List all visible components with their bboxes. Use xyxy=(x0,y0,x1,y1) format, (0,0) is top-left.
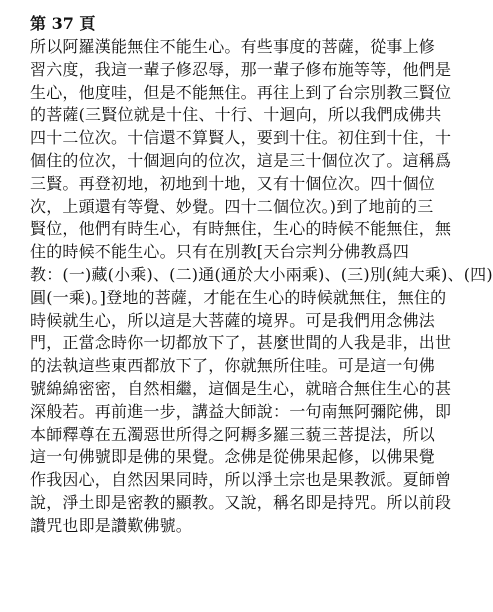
text-line: 的法執這些東西都放下了，你就無所住哇。可是這一句佛 xyxy=(30,356,436,376)
text-line: 這一句佛號即是佛的果覺。念佛是從佛果起修，以佛果覺 xyxy=(30,447,436,467)
page-number: 第 37 頁 xyxy=(30,14,96,33)
text-line: 本師釋尊在五濁惡世所得之阿耨多羅三藐三菩提法，所以 xyxy=(30,424,436,444)
text-line: 賢位，他們有時生心，有時無住，生心的時候不能無住，無 xyxy=(30,219,452,239)
body-text xyxy=(30,36,493,538)
text-line: 的菩薩(三賢位就是十住、十行、十迴向，所以我們成佛共 xyxy=(30,105,442,125)
text-line: 教：(一)藏(小乘)、(二)通(通於大小兩乘)、(三)別(純大乘)、(四) xyxy=(30,264,493,284)
text-line: 生心，他度哇，但是不能無住。再往上到了台宗別教三賢位 xyxy=(30,82,452,102)
text-line: 三賢。再登初地，初地到十地，又有十個位次。四十個位 xyxy=(30,173,436,193)
text-line: 深般若。再前進一步，講益大師說：一句南無阿彌陀佛，即 xyxy=(30,401,452,421)
text-line: 門，正當念時你一切都放下了，甚麼世間的人我是非，出世 xyxy=(30,333,452,353)
text-line: 次，上頭還有等覺、妙覺。四十二個位次。)到了地前的三 xyxy=(30,196,434,216)
text-line: 四十二位次。十信還不算賢人，要到十住。初住到十住，十 xyxy=(30,128,452,148)
text-line: 住的時候不能生心。只有在別教[天台宗判分佛教爲四 xyxy=(30,242,410,262)
text-line: 習六度，我這一輩子修忍辱，那一輩子修布施等等，他們是 xyxy=(30,59,452,79)
text-line: 時候就生心，所以這是大菩薩的境界。可是我們用念佛法 xyxy=(30,310,436,330)
text-line: 號綿綿密密，自然相繼，這個是生心，就暗合無住生心的甚 xyxy=(30,378,452,398)
text-line: 作我因心，自然因果同時，所以淨土宗也是果教派。夏師曾 xyxy=(30,470,452,490)
text-line: 個住的位次，十個迴向的位次，這是三十個位次了。這稱爲 xyxy=(30,150,452,170)
text-line: 讚咒也即是讚歎佛號。 xyxy=(30,515,193,535)
text-line: 說，淨土即是密教的顯教。又說，稱名即是持咒。所以前段 xyxy=(30,492,452,512)
text-line: 所以阿羅漢能無住不能生心。有些事度的菩薩，從事上修 xyxy=(30,37,436,56)
text-line: 圓(一乘)。]登地的菩薩，才能在生心的時候就無住，無住的 xyxy=(30,287,447,307)
